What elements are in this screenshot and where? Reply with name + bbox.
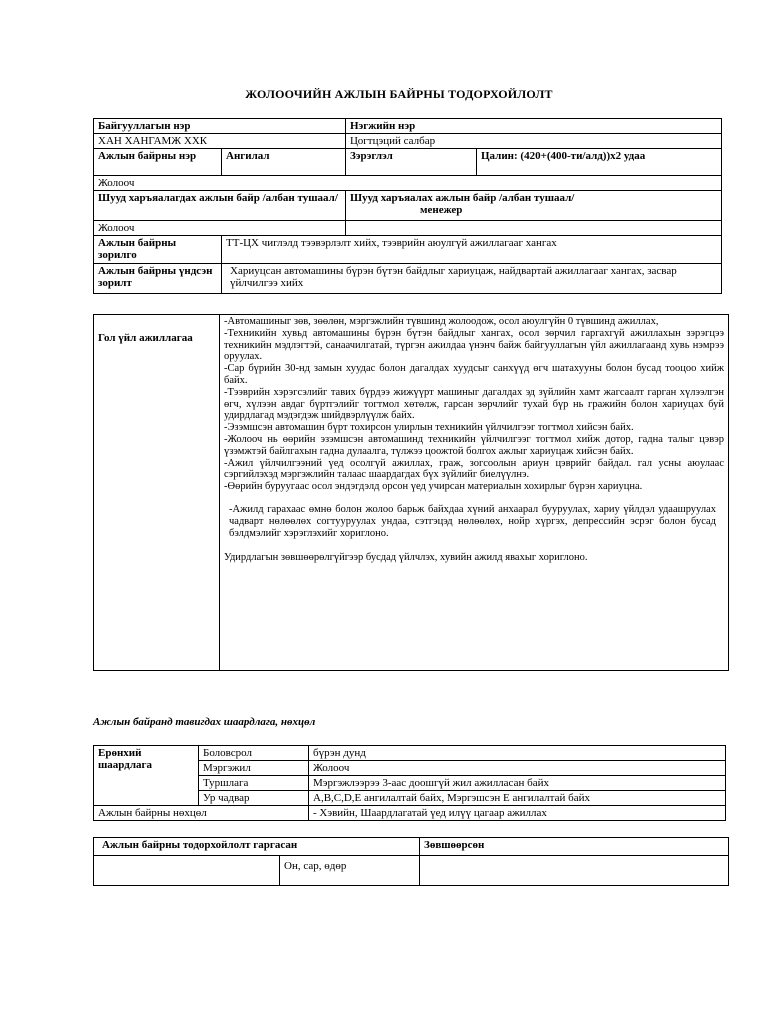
duties-label: Гол үйл ажиллагаа — [94, 315, 220, 671]
prepared-label: Ажлын байрны тодорхойлолт гаргасан — [94, 838, 420, 856]
req-label: Ур чадвар — [199, 791, 309, 806]
req-value: A,B,C,D,E ангилалтай байх, Мэргэшсэн E ангилалтай байх — [309, 791, 726, 806]
duties-table — [93, 314, 729, 671]
req-value: Жолооч — [309, 761, 726, 776]
conditions-label: Ажлын байрны нөхцөл — [94, 806, 309, 821]
category-label: Ангилал — [222, 149, 346, 176]
requirements-table — [93, 745, 726, 821]
unit-label: Нэгжийн нэр — [346, 119, 722, 134]
duty-item: -Техникийн хувьд автомашины бүрэн бүтэн байдлыг хангах, осол зөрчил гаргахгүй ажиллахын зэрэгцээ техникийн мэдлэгтэй, санаачилгатай, түргэн ажилдаа үнэнч байж байгууллагын үйл ажиллагаанд хувь нэмрээ оруулах. — [224, 327, 724, 363]
purpose-label: Ажлын байрны зорилго — [94, 236, 222, 264]
job-info-table — [93, 118, 722, 294]
duty-item: -Тээврийн хэрэгсэлийг тавих бүрдээ жижүүрт машиныг дагалдах эд зүйлийн хамт жагсаалт гарган хүлээлгэн өгч, хүлээн авдаг бүртгэлийг тогтмол хөтөлж, гарсан зөрчлийг тухай бүр нь гражийн болон хариуцах буй удирдлагад мэдэгдэж шийдвэрлүүлж байх. — [224, 386, 724, 422]
salary-label: Цалин: (420+(400-ти/алд))x2 удаа — [477, 149, 722, 176]
goal-label: Ажлын байрны үндсэн зорилт — [94, 264, 222, 294]
prepared-signature-cell — [94, 856, 280, 886]
signature-table — [93, 837, 729, 886]
approved-signature-cell — [420, 856, 729, 886]
req-label: Туршлага — [199, 776, 309, 791]
req-value: бүрэн дунд — [309, 746, 726, 761]
direct-sub-value: Жолооч — [94, 221, 346, 236]
duty-item: -Автомашиныг зөв, зөөлөн, мэргэжлийн түвшинд жолоодож, осол аюулгүйн 0 түвшинд ажиллах, — [224, 316, 659, 327]
duty-item: -Жолооч нь өөрийн эзэмшсэн автомашинд техникийн үйлчилгээг тогтмол хийж дотор, гадна талыг цэвэр үзэмжтэй байлгахын гадна дулаалга, түлжээ цоожтой болгох ажлыг хариуцаж хийсэн байх. — [224, 433, 724, 457]
blank-cell — [346, 221, 722, 236]
general-label: Ерөнхий шаардлага — [94, 746, 199, 806]
duty-item: -Эзэмшсэн автомашин бүрт тохирсон улирлын техникийн үйлчилгээг тогтмол хийсэн байх. — [224, 422, 634, 434]
duty-item: -Ажил үйлчилгээний үед осолгүй ажиллах, граж, зогсоолын ариун цэврийг байдал. гал усны аюулаас сэргийлэхэд мэргэжлийн талаас шаардагдах бүх зүйлийг биелүүлнэ. — [224, 457, 724, 481]
conditions-value: - Хэвийн, Шаардлагатай үед илүү цагаар ажиллах — [309, 806, 726, 821]
direct-sub-label: Шууд харъяалагдах ажлын байр /албан тушаал/ — [94, 191, 346, 221]
direct-super-cell — [346, 191, 722, 221]
purpose-value: ТТ-ЦХ чиглэлд тээвэрлэлт хийх, тээврийн аюулгүй ажиллагааг хангах — [222, 236, 722, 264]
goal-value: Хариуцсан автомашины бүрэн бүтэн байдлыг хариуцаж, найдвартай ажиллагааг хангах, засвар үйлчилгээ хийх — [222, 264, 722, 294]
unit-value: Цогтцэций салбар — [346, 134, 722, 149]
req-value: Мэргэжлээрээ 3-аас доошгүй жил ажилласан байх — [309, 776, 726, 791]
duty-closing: Удирдлагын зөвшөөрөлгүйгээр бусдад үйлчлэх, хувийн ажилд явахыг хориглоно. — [224, 552, 588, 564]
duty-extra: -Ажилд гарахаас өмнө болон жолоо барьж байхдаа хүний анхаарал бууруулах, хариу үйлдэл удаашруулах чадварт нөлөөлөх согтууруулах ундаа, сэтгэцэд нөлөөлөх, нойр хүргэх, депрессийн эсрэг болон бусад бэлдмэлийг хэрэглэхийг хориглоно. — [229, 503, 716, 539]
req-label: Мэргэжил — [199, 761, 309, 776]
document-title: ЖОЛООЧИЙН АЖЛЫН БАЙРНЫ ТОДОРХОЙЛОЛТ — [245, 87, 553, 101]
position-label: Ажлын байрны нэр — [94, 149, 222, 176]
rank-label: Зэрэглэл — [346, 149, 477, 176]
duty-item: -Өөрийн буруугаас осол эндэгдэлд орсон үед учирсан материалын хохирлыг бүрэн хариуцна. — [224, 481, 643, 493]
approved-label: Зөвшөөрсөн — [420, 838, 729, 856]
date-label: Он, сар, өдөр — [280, 856, 420, 886]
direct-super-label: Шууд харъяалах ажлын байр /албан тушаал/ — [350, 192, 575, 204]
direct-super-value: менежер — [420, 204, 463, 216]
position-value: Жолооч — [94, 176, 722, 191]
req-label: Боловсрол — [199, 746, 309, 761]
duties-content — [220, 315, 729, 671]
org-label: Байгууллагын нэр — [94, 119, 346, 134]
duty-item: -Сар бүрийн 30-нд замын хуудас болон дагалдах хуудсыг санхүүд өгч шатахууны болон бусад тооцоо хийж байх. — [224, 363, 724, 386]
org-value: ХАН ХАНГАМЖ ХХК — [94, 134, 346, 149]
requirements-title: Ажлын байранд тавигдах шаардлага, нөхцөл — [93, 716, 316, 728]
